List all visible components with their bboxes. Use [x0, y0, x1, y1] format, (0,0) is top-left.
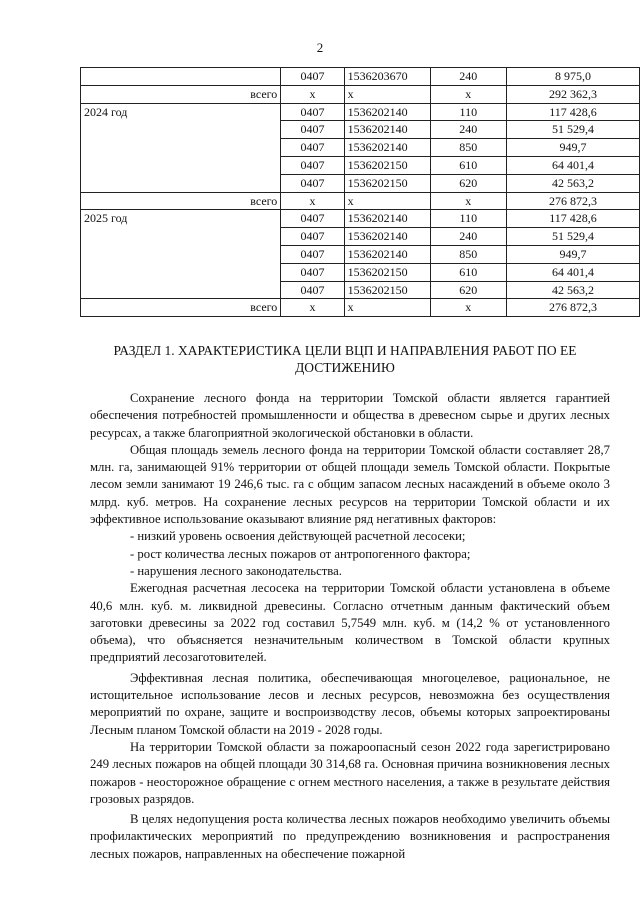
section-code-cell: 0407 — [281, 228, 344, 246]
table-row — [81, 192, 640, 210]
year-cell — [81, 245, 281, 263]
amount-cell: 276 872,3 — [506, 299, 639, 317]
paragraph-harvest: Ежегодная расчетная лесосека на территории Томской области установлена в объеме 40,6 млн. куб. м. ликвидной древесины. Согласно отчетным данным фактический объем заготовки древесины за 2022 год составил 5,7549 млн. куб. м (14,2 % от установленного объема), что объясняется незначительным количеством в Томской области крупных предприятий лесозаготовителей. — [90, 581, 610, 665]
target-article-cell: 1536203670 — [344, 68, 430, 86]
section-code-cell: 0407 — [281, 156, 344, 174]
section-code-cell: 0407 — [281, 103, 344, 121]
target-article-cell: 1536202140 — [344, 121, 430, 139]
list-item: - низкий уровень освоения действующей расчетной лесосеки; — [130, 529, 466, 544]
table-row — [81, 139, 640, 157]
section-code-cell: 0407 — [281, 210, 344, 228]
amount-cell: 64 401,4 — [506, 156, 639, 174]
target-article-cell: х — [344, 192, 430, 210]
amount-cell: 949,7 — [506, 245, 639, 263]
expense-type-cell: 240 — [430, 121, 506, 139]
target-article-cell: 1536202140 — [344, 228, 430, 246]
expense-type-cell: 610 — [430, 263, 506, 281]
section-code-cell: х — [281, 192, 344, 210]
expense-type-cell: 240 — [430, 68, 506, 86]
expense-type-cell: 620 — [430, 174, 506, 192]
target-article-cell: 1536202150 — [344, 156, 430, 174]
expense-type-cell: х — [430, 192, 506, 210]
expense-type-cell: 850 — [430, 245, 506, 263]
page-number: 2 — [316, 40, 324, 55]
section-code-cell: 0407 — [281, 68, 344, 86]
amount-cell: 64 401,4 — [506, 263, 639, 281]
expense-type-cell: 850 — [430, 139, 506, 157]
expense-type-cell: 110 — [430, 103, 506, 121]
table-row — [81, 103, 640, 121]
table-row — [81, 281, 640, 299]
target-article-cell: 1536202140 — [344, 210, 430, 228]
year-cell — [81, 68, 281, 86]
paragraph-intro: Сохранение лесного фонда на территории Томской области является гарантией обеспечения потребностей промышленности и общества в древесном сырье и других лесных ресурсах, а также благоприятной экологической обстановки в области. — [90, 391, 610, 440]
table-row — [81, 156, 640, 174]
budget-table-body — [81, 68, 640, 317]
amount-cell: 42 563,2 — [506, 281, 639, 299]
paragraph-fires: На территории Томской области за пожароопасный сезон 2022 года зарегистрировано 249 лесных пожаров на общей площади 30 314,68 га. Основная причина возникновения лесных пожаров - неосторожное обращение с огнем местного населения, а также в результате действия грозовых разрядов. — [90, 739, 610, 806]
year-cell — [81, 174, 281, 192]
amount-cell: 51 529,4 — [506, 228, 639, 246]
target-article-cell: 1536202140 — [344, 103, 430, 121]
expense-type-cell: 240 — [430, 228, 506, 246]
table-row — [81, 299, 640, 317]
table-row — [81, 68, 640, 86]
section-code-cell: 0407 — [281, 121, 344, 139]
year-cell — [81, 139, 281, 157]
target-article-cell: 1536202140 — [344, 139, 430, 157]
year-cell — [81, 156, 281, 174]
table-row — [81, 121, 640, 139]
target-article-cell: 1536202150 — [344, 281, 430, 299]
section-code-cell: х — [281, 85, 344, 103]
table-row — [81, 245, 640, 263]
section-code-cell: 0407 — [281, 174, 344, 192]
list-item: - рост количества лесных пожаров от антропогенного фактора; — [130, 546, 471, 561]
expense-type-cell: х — [430, 85, 506, 103]
year-cell — [81, 228, 281, 246]
table-row — [81, 85, 640, 103]
year-cell — [81, 281, 281, 299]
target-article-cell: 1536202150 — [344, 263, 430, 281]
expense-type-cell: 620 — [430, 281, 506, 299]
table-row — [81, 228, 640, 246]
table-row — [81, 210, 640, 228]
amount-cell: 292 362,3 — [506, 85, 639, 103]
amount-cell: 51 529,4 — [506, 121, 639, 139]
target-article-cell: 1536202150 — [344, 174, 430, 192]
year-cell: всего — [81, 85, 281, 103]
year-cell — [81, 121, 281, 139]
amount-cell: 42 563,2 — [506, 174, 639, 192]
target-article-cell: 1536202140 — [344, 245, 430, 263]
section-title: РАЗДЕЛ 1. ХАРАКТЕРИСТИКА ЦЕЛИ ВЦП И НАПРАВЛЕНИЯ РАБОТ ПО ЕЕ ДОСТИЖЕНИЮ — [113, 343, 577, 375]
amount-cell: 276 872,3 — [506, 192, 639, 210]
year-cell: 2025 год — [81, 210, 281, 228]
table-row — [81, 174, 640, 192]
year-cell: всего — [81, 192, 281, 210]
section-code-cell: 0407 — [281, 139, 344, 157]
section-code-cell: 0407 — [281, 245, 344, 263]
paragraph-area: Общая площадь земель лесного фонда на территории Томской области составляет 28,7 млн. га, занимающей 91% территории от общей площади земель Томской области. Покрытые лесом земли занимают 19 246,6 тыс. га с общим запасом лесных насаждений в объеме около 3 млрд. куб. метров. На сохранение лесных ресурсов на территории Томской области и их эффективное использование оказывают влияние ряд негативных факторов: — [90, 442, 610, 527]
amount-cell: 117 428,6 — [506, 103, 639, 121]
paragraph-policy: Эффективная лесная политика, обеспечивающая многоцелевое, рациональное, не истощительное использование лесов и лесных ресурсов, невозможна без осуществления мероприятий по охране, защите и воспроизводству лесов, объемы которых запроектированы Лесным планом Томской области на 2019 - 2028 годы. — [90, 670, 610, 737]
year-cell — [81, 263, 281, 281]
section-code-cell: 0407 — [281, 281, 344, 299]
target-article-cell: х — [344, 85, 430, 103]
year-cell: 2024 год — [81, 103, 281, 121]
expense-type-cell: 110 — [430, 210, 506, 228]
expense-type-cell: х — [430, 299, 506, 317]
amount-cell: 949,7 — [506, 139, 639, 157]
year-cell: всего — [81, 299, 281, 317]
section-code-cell: х — [281, 299, 344, 317]
list-item: - нарушения лесного законодательства. — [130, 563, 342, 578]
budget-table — [80, 67, 640, 317]
amount-cell: 117 428,6 — [506, 210, 639, 228]
section-code-cell: 0407 — [281, 263, 344, 281]
body-text — [90, 390, 610, 863]
expense-type-cell: 610 — [430, 156, 506, 174]
target-article-cell: х — [344, 299, 430, 317]
amount-cell: 8 975,0 — [506, 68, 639, 86]
paragraph-prevention: В целях недопущения роста количества лесных пожаров необходимо увеличить объемы профилактических мероприятий по предупреждению возникновения и распространения лесных пожаров, направленных на обеспечение пожарной — [90, 812, 610, 861]
table-row — [81, 263, 640, 281]
